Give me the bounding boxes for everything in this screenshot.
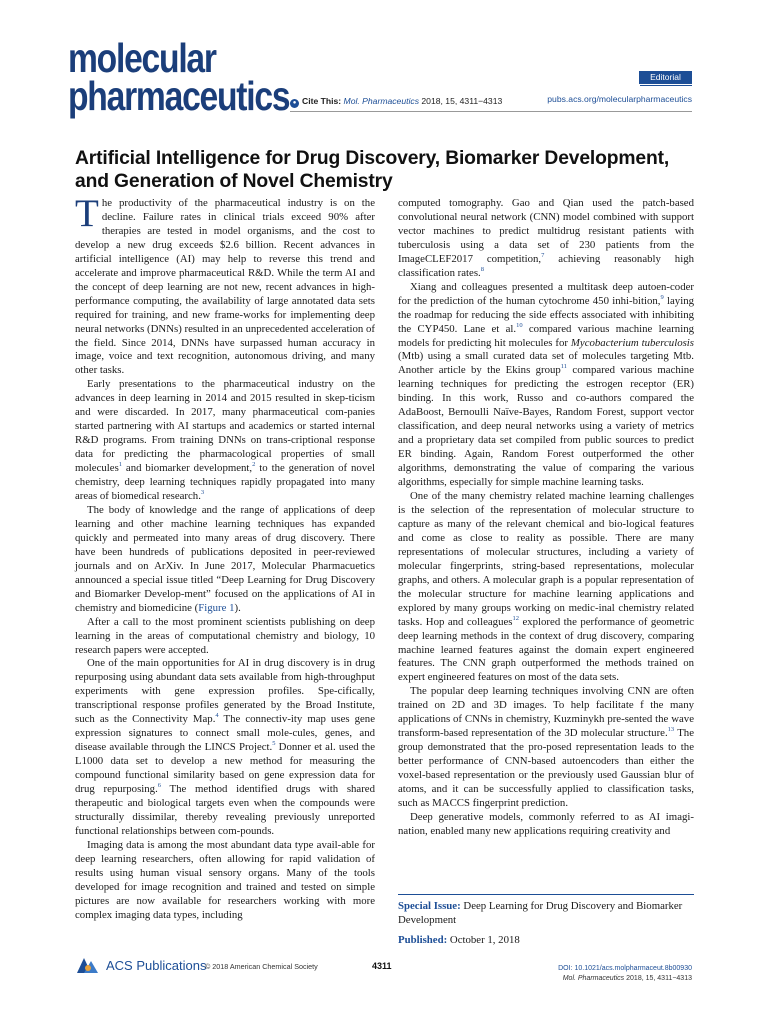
published-note	[398, 934, 694, 948]
drop-cap: T	[75, 192, 99, 235]
citation-ref[interactable]: 2	[252, 461, 256, 469]
doi-link[interactable]: DOI: 10.1021/acs.molpharmaceut.8b00930	[558, 965, 692, 972]
citation-ref[interactable]: 7	[541, 251, 545, 259]
special-issue-text: Deep Learning for Drug Discovery and Biomarker Development	[398, 900, 683, 926]
figure-link[interactable]: Figure 1	[198, 601, 235, 614]
journal-url-link[interactable]: pubs.acs.org/molecularpharmaceutics	[547, 94, 692, 104]
badge-rule	[640, 85, 692, 86]
citation-ref[interactable]: 8	[480, 265, 484, 273]
cite-icon: ●	[290, 99, 299, 108]
paragraph: The body of knowledge and the range of applications of deep learning and other machine learning techniques has expanded quickly and permeated into many areas of drug discovery. There have been hundreds of publications deposited in peer-reviewed journals and on ArXiv. In June 2017, Molecular Pharmacuetics announced a special issue titled “Deep Learning for Drug Discovery and Biomarker Develop-ment” focused on the applications of AI in chemistry and biomedicine (Figure 1).	[75, 503, 375, 614]
citation-ref[interactable]: 13	[667, 726, 675, 734]
paragraph: One of the main opportunities for AI in drug discovery is in drug repurposing using abundant data sets available from high-throughput experiments with gene expression profiles. Spe-cifically, transcriptional response profiles generated by the Broad Institute, such as the Connectivity Map.$^4$ The connectiv-ity map uses gene expression signatures to connect small mole-cules, genes, and disease available through the LINCS Project.$^5$ Donner et al. used the L1000 data set to develop a new method for measuring the compound functional similarity based on gene expression data for drug repurposing.$^6$ The method identified drugs with shared therapeutic and biological targets even when the compounds were structurally dissimilar, thereby revealing previously unreported functional relationships between com-pounds.	[75, 657, 375, 837]
citation-ref[interactable]: 1	[118, 461, 123, 469]
publisher-name: ACS Publications	[106, 957, 207, 973]
copyright: © 2018 American Chemical Society	[205, 962, 318, 971]
cite-detail: 2018, 15, 4311−4313	[421, 96, 503, 106]
acs-publications-logo	[75, 955, 206, 975]
page-number: 4311	[372, 961, 392, 971]
journal-logo-line1: molecular	[68, 35, 216, 81]
paragraph: Xiang and colleagues presented a multitask deep autoen-coder for the prediction of the human cytochrome 450 inhi-bition,$^9$ laying the roadmap for reducing the side effects associated with inhibiting the CYP450. Lane et al.$^{10}$ compared various machine learning models for predicting hit molecules for Mycobacterium tuberculosis (Mtb) using a small curated data set of molecules targeting Mtb. Another article by the Ekins group$^{11}$ compared various machine learning techniques for predicting the estrogen receptor (ER) binding. In this work, Russo and co-authors compared the AdaBoost, Bernoulli Naïve-Bayes, Random Forest, support vector classification, and deep neural networks using a variety of metrics and a proprietary data set compiled from public sources to predict ER binding. Again, Random Forest outperformed the other algorithms, demonstrating the value of comparing the various algorithms, especially for simple machine learning tasks.	[398, 280, 694, 489]
cite-this[interactable]	[290, 96, 502, 108]
footer-journal-detail: 2018, 15, 4311−4313	[626, 974, 692, 982]
paragraph: The productivity of the pharmaceutical industry is on the decline. Failure rates in clinical trials exceed 90% after therapies are tested in model organisms, and the cost to develop a new drug exceeds $2.6 billion. Recent advances in artificial intelligence (AI) may help to reverse this trend and accelerate and improve pharmaceutical R&D. While the term AI and the concept of deep learning are not new, recent advances in high-performance computing, the availability of large annotated data sets required for training, and new frame-works for implementing deep neural networks (DNNs) resulted in an unprecedented acceleration of the field. Since 2014, DNNs have surpassed human accuracy in image, voice and text recognition, autonomous driving, and many other tasks.	[75, 192, 375, 377]
published-date: October 1, 2018	[449, 934, 520, 946]
article-title: Artificial Intelligence for Drug Discovery, Biomarker Development, and Generation of Novel Chemistry	[75, 148, 670, 192]
published-label: Published:	[398, 934, 448, 946]
journal-logo-line2: pharmaceutics	[68, 73, 290, 119]
right-column	[398, 197, 694, 839]
paragraph: After a call to the most prominent scientists publishing on deep learning in the areas of computational chemistry and biology, 10 research papers were accepted.	[75, 615, 375, 656]
citation-ref[interactable]: 3	[200, 489, 205, 497]
header-divider	[290, 111, 692, 112]
paragraph: computed tomography. Gao and Qian used the patch-based convolutional neural network (CNN) model combined with support vector machines to predict multidrug resistant patients with tuberculosis using a data set of 230 patients from the ImageCLEF2017 competition,$^7$ achieving reasonably high classification rates.$^8$	[398, 197, 694, 279]
cite-journal[interactable]: Mol. Pharmaceutics	[343, 96, 420, 106]
special-issue-note	[398, 900, 694, 927]
acs-logo-icon	[75, 955, 101, 975]
left-column	[75, 192, 375, 923]
citation-ref[interactable]: 5	[272, 740, 276, 748]
citation-ref[interactable]: 10	[516, 321, 523, 329]
doi-block	[558, 964, 692, 983]
paragraph: One of the many chemistry related machine learning challenges is the selection of the representation of molecular structure to capture as many of the relevant chemical and bio-logical features and come as close to reality as possible. There are many representations of molecular structures, including a variety of molecular fingerprints, string-based representations, molecular graphs, and others. A molecular graph is a popular representation of the molecular structure for machine learning applications and explored by many groups working on medic-inal chemistry related tasks. Hop and colleagues$^{12}$ explored the performance of geometric deep learning methods in the context of drug discovery, comparing machine learned features against the domain expert engineered features. The CNN graph outperformed the methods trained on expert engineered features on most of the data sets.	[398, 490, 695, 684]
notes-divider	[398, 894, 694, 895]
citation-ref[interactable]: 4	[215, 712, 219, 720]
footer-journal: Mol. Pharmaceutics	[562, 974, 625, 982]
citation-ref[interactable]: 6	[157, 782, 162, 790]
paragraph: Imaging data is among the most abundant data type avail-able for deep learning researchers, often allowing for rapid validation of results using human visual sensory organs. Many of the tools developed for image recognition and trained and tested on simple pictures are now available for researchers working with more complex imaging data types, including	[75, 838, 375, 921]
cite-label: Cite This:	[302, 96, 342, 106]
paragraph: The popular deep learning techniques involving CNN are often trained on 2D and 3D images. To help facilitate f the many applications of CNNs in chemistry, Kuzminykh pre-sented the wave transform-based representation of the 3D molecular structure.$^{13}$ The group demonstrated that the pro-posed representation leads to the better performance of CNN-based autoencoders than either the voxel-based representation or the previously used Gaussian blur of atoms, and it can be successfully applied to classification tasks, such as MACCS fingerprint prediction.	[398, 685, 694, 809]
citation-ref[interactable]: 12	[512, 614, 519, 622]
journal-logo	[68, 35, 290, 119]
citation-ref[interactable]: 9	[660, 293, 664, 301]
article-type-badge: Editorial	[639, 71, 692, 84]
paragraph: Deep generative models, commonly referred to as AI imagi-nation, enabled many new applications requiring creativity and	[398, 810, 694, 837]
special-issue-label: Special Issue:	[398, 900, 461, 912]
paragraph: Early presentations to the pharmaceutical industry on the advances in deep learning in 2014 and 2015 resulted in skep-ticism and were discarded. In 2017, many pharmaceutical com-panies started partnering with AI startups and academics or started internal R&D programs. From training DNNs on trans-criptional response data for predicting the pharmacological properties of small molecules$^1$ and biomarker development,$^2$ to the generation of novel chemistry, deep learning techniques rapidly propagated into many areas of biomedical research.$^3$	[75, 378, 375, 503]
citation-ref[interactable]: 11	[560, 363, 568, 371]
